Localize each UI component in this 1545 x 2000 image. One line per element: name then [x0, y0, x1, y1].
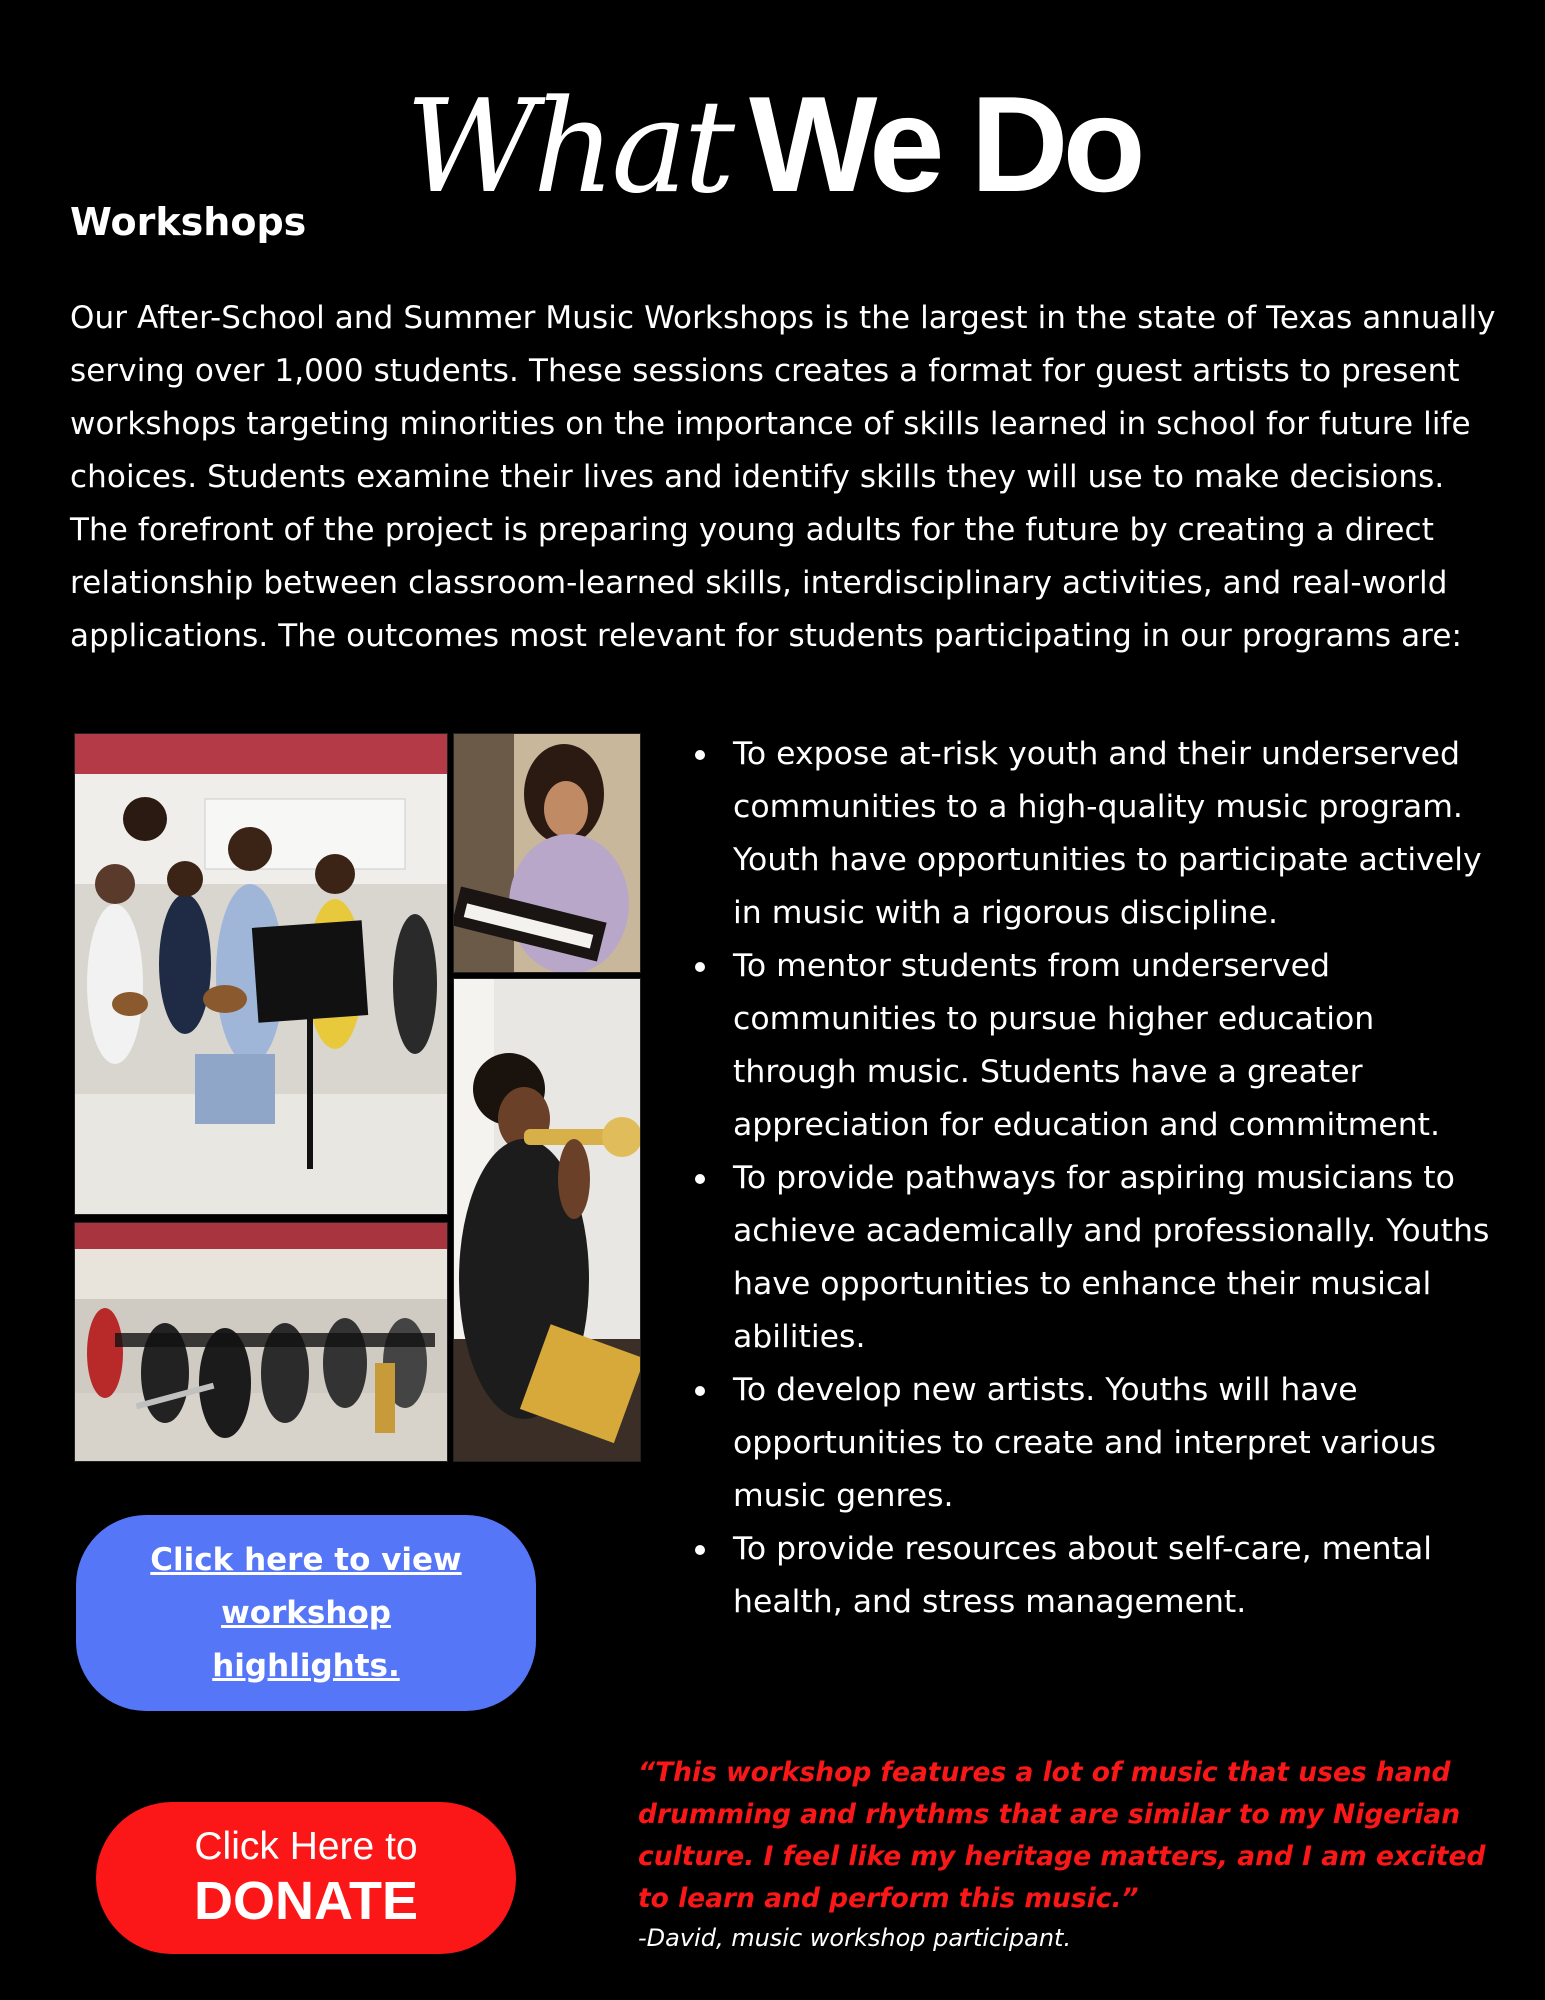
outcomes-list [683, 728, 1503, 1629]
donate-button[interactable] [96, 1802, 516, 1954]
list-item: To provide resources about self-care, mental health, and stress management. [683, 1523, 1503, 1629]
list-item: To mentor students from underserved communities to pursue higher education through music. Students have a greater appreciation for education and commitment. [683, 940, 1503, 1152]
view-highlights-link[interactable]: Click here to view workshop highlights. [150, 1541, 462, 1684]
testimonial-quote: “This workshop features a lot of music that uses hand drumming and rhythms that are similar to my Nigerian culture. I feel like my heritage matters, and I am excited to learn and perform this music.” [638, 1757, 1486, 1914]
list-item: To develop new artists. Youths will have opportunities to create and interpret various music genres. [683, 1364, 1503, 1523]
intro-paragraph: Our After-School and Summer Music Workshops is the largest in the state of Texas annually serving over 1,000 students. These sessions creates a format for guest artists to present workshops targeting minorities on the importance of skills learned in school for future life choices. Students examine their lives and identify skills they will use to make decisions. The forefront of the project is preparing young adults for the future by creating a direct relationship between classroom-learned skills, interdisciplinary activities, and real-world applications. The outcomes most relevant for students participating in our programs are: [70, 300, 1496, 654]
title-bold-words: We Do [749, 68, 1140, 221]
title-italic-word: What [405, 73, 732, 223]
photo-ukulele-students [74, 733, 448, 1215]
list-item: To expose at-risk youth and their underserved communities to a high-quality music program. Youth have opportunities to participate actively in music with a rigorous discipline. [683, 728, 1503, 940]
photo-band-rehearsal [74, 1222, 448, 1462]
donate-button-label-top: Click Here to [194, 1825, 418, 1868]
donate-button-label-main: DONATE [194, 1871, 418, 1931]
section-heading: Workshops [70, 200, 307, 244]
view-highlights-button[interactable] [76, 1515, 536, 1711]
photo-trumpet-player [453, 978, 641, 1462]
list-item: To provide pathways for aspiring musicians to achieve academically and professionally. Youths have opportunities to enhance their musical abilities. [683, 1152, 1503, 1364]
photo-piano-student [453, 733, 641, 973]
testimonial-attribution: -David, music workshop participant. [638, 1924, 1072, 1952]
